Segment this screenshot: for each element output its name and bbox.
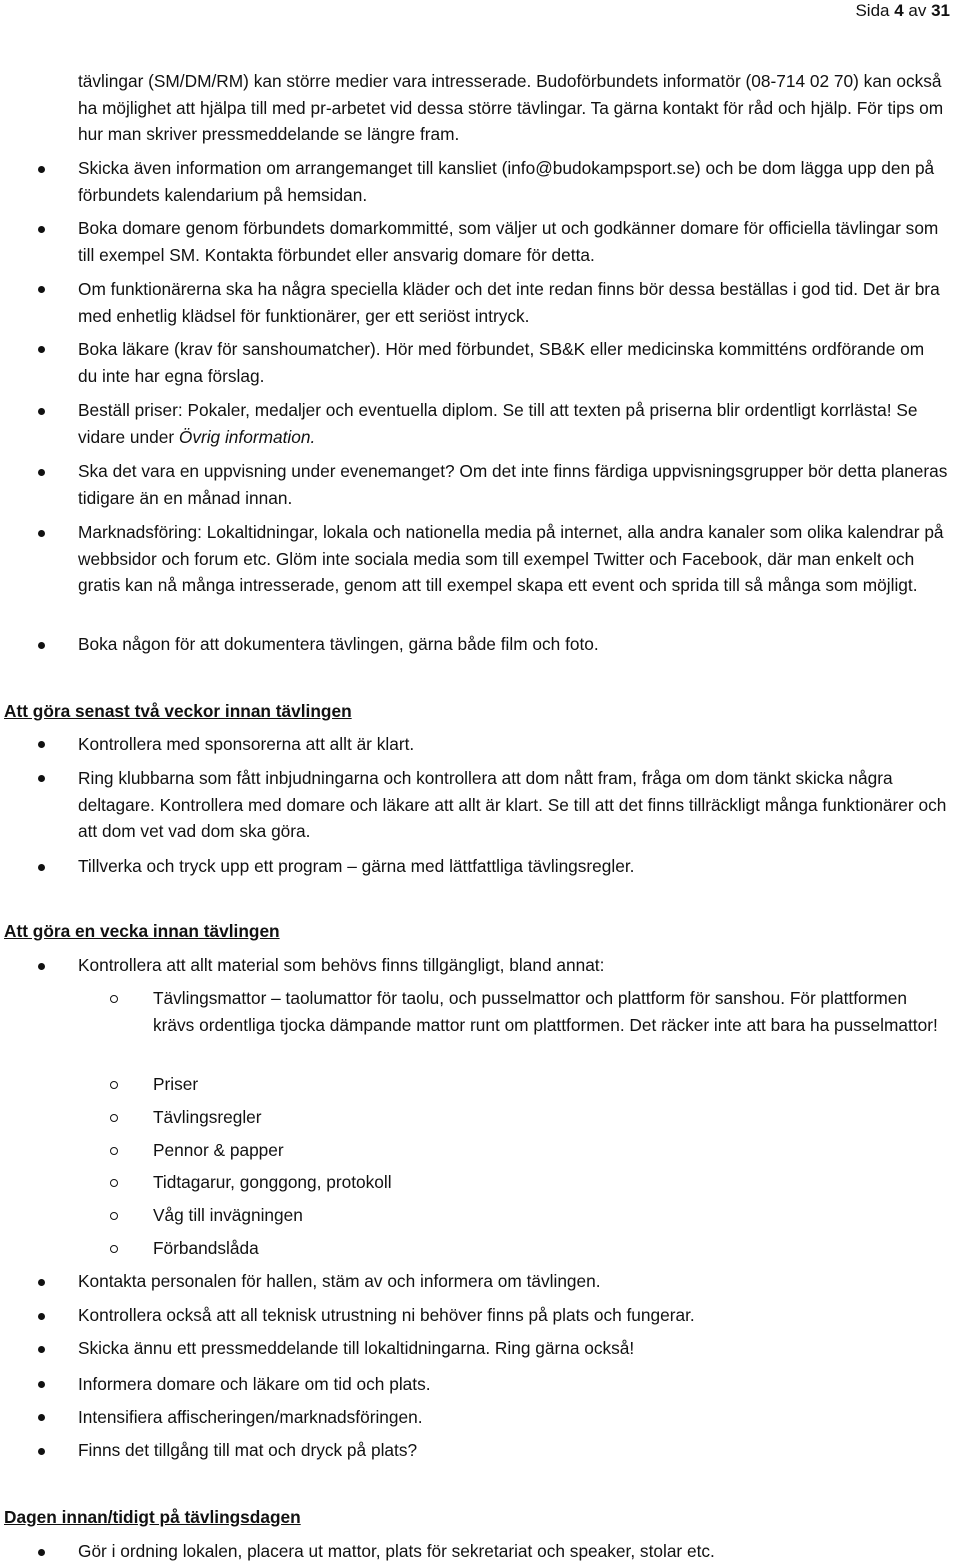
list-item <box>78 397 948 450</box>
section-heading: Att göra en vecka innan tävlingen <box>4 921 280 941</box>
list-item: Kontakta personalen för hallen, stäm av och informera om tävlingen. <box>78 1271 601 1291</box>
bullet-icon <box>38 166 45 173</box>
list-item: Ring klubbarna som fått inbjudningarna och kontrollera att dom nått fram, fråga om dom tänkt skicka några deltagare. Kontrollera med domare och läkare att allt är klart. Se till att det finns tillräckligt många funktionärer och att dom vet vad dom ska göra. <box>78 768 947 841</box>
sub-list-item: Priser <box>153 1074 199 1094</box>
list-item: Om funktionärerna ska ha några speciella kläder och det inte redan finns bör dessa beställas i god tid. Det är bra med enhetlig klädsel för funktionärer, ger ett seriöst intryck. <box>78 279 940 326</box>
bullet-icon <box>38 226 45 233</box>
list-item: Tillverka och tryck upp ett program – gärna med lättfattliga tävlingsregler. <box>78 856 635 876</box>
circle-bullet-icon <box>110 1147 118 1155</box>
list-item: Ska det vara en uppvisning under evenemanget? Om det inte finns färdiga uppvisningsgrupper bör detta planeras tidigare än en månad innan. <box>78 461 948 508</box>
list-item: Kontrollera också att all teknisk utrustning ni behöver finns på plats och fungerar. <box>78 1305 695 1325</box>
circle-bullet-icon <box>110 1212 118 1220</box>
bullet-icon <box>38 1414 45 1421</box>
circle-bullet-icon <box>110 1245 118 1253</box>
list-item: Finns det tillgång till mat och dryck på plats? <box>78 1440 418 1460</box>
list-item: Gör i ordning lokalen, placera ut mattor, plats för sekretariat och speaker, stolar etc. <box>78 1541 715 1561</box>
list-item: Boka någon för att dokumentera tävlingen, gärna både film och foto. <box>78 634 599 654</box>
sub-list-item: Tävlingsmattor – taolumattor för taolu, och pusselmattor och plattform för sanshou. För plattformen krävs ordentliga tjocka dämpande mattor runt om plattformen. Det räcker inte att bara ha pusselmattor! <box>153 988 938 1035</box>
list-item: Informera domare och läkare om tid och plats. <box>78 1374 431 1394</box>
circle-bullet-icon <box>110 995 118 1003</box>
sub-list-item: Våg till invägningen <box>153 1205 303 1225</box>
page-number <box>855 0 950 22</box>
bullet-icon <box>38 775 45 782</box>
section-heading: Dagen innan/tidigt på tävlingsdagen <box>4 1507 301 1527</box>
sub-list-item: Förbandslåda <box>153 1238 259 1258</box>
list-item: Kontrollera med sponsorerna att allt är klart. <box>78 734 415 754</box>
bullet-icon <box>38 530 45 537</box>
total-pages: 31 <box>931 1 950 20</box>
bullet-icon <box>38 346 45 353</box>
list-item-text: Beställ priser: Pokaler, medaljer och eventuella diplom. Se till att texten på priserna blir ordentligt korrlästa! Se vidare under <box>78 400 918 447</box>
circle-bullet-icon <box>110 1179 118 1187</box>
list-item: Skicka ännu ett pressmeddelande till lokaltidningarna. Ring gärna också! <box>78 1338 635 1358</box>
bullet-icon <box>38 1549 45 1556</box>
circle-bullet-icon <box>110 1081 118 1089</box>
circle-bullet-icon <box>110 1114 118 1122</box>
bullet-icon <box>38 864 45 871</box>
page-prefix: Sida <box>855 1 895 20</box>
section-heading: Att göra senast två veckor innan tävlingen <box>4 701 352 721</box>
bullet-icon <box>38 642 45 649</box>
list-item: Kontrollera att allt material som behövs finns tillgängligt, bland annat: <box>78 955 605 975</box>
bullet-icon <box>38 1448 45 1455</box>
bullet-icon <box>38 469 45 476</box>
sub-list-item: Tävlingsregler <box>153 1107 262 1127</box>
bullet-icon <box>38 1279 45 1286</box>
bullet-icon <box>38 286 45 293</box>
list-item: Skicka även information om arrangemanget till kansliet (info@budokampsport.se) och be dom lägga upp den på förbundets kalendarium på hemsidan. <box>78 158 935 205</box>
sub-list-item: Tidtagarur, gonggong, protokoll <box>153 1172 392 1192</box>
bullet-icon <box>38 1346 45 1353</box>
bullet-icon <box>38 1381 45 1388</box>
bullet-icon <box>38 408 45 415</box>
current-page: 4 <box>894 1 904 20</box>
list-item: Boka domare genom förbundets domarkommitté, som väljer ut och godkänner domare för officiella tävlingar som till exempel SM. Kontakta förbundet eller ansvarig domare för detta. <box>78 218 939 265</box>
sub-list-item: Pennor & papper <box>153 1140 284 1160</box>
italic-reference: Övrig information. <box>178 426 316 447</box>
list-item: Intensifiera affischeringen/marknadsföringen. <box>78 1407 423 1427</box>
list-item: Boka läkare (krav för sanshoumatcher). Hör med förbundet, SB&K eller medicinska kommitténs ordförande om du inte har egna förslag. <box>78 339 925 386</box>
bullet-icon <box>38 741 45 748</box>
list-item: Marknadsföring: Lokaltidningar, lokala och nationella media på internet, alla andra kanaler som olika kalendrar på webbsidor och forum etc. Glöm inte sociala media som till exempel Twitter och Facebook, där man enkelt och gratis kan nå många intresserade, genom att till exempel skapa ett event och sprida till så många som möjligt. <box>78 522 944 595</box>
page-middle: av <box>903 1 932 20</box>
bullet-icon <box>38 963 45 970</box>
intro-paragraph: tävlingar (SM/DM/RM) kan större medier vara intresserade. Budoförbundets informatör (08-714 02 70) kan också ha möjlighet att hjälpa till med pr-arbetet vid dessa större tävlingar. Ta gärna kontakt för råd och hjälp. För tips om hur man skriver pressmeddelande se längre fram. <box>78 71 944 144</box>
bullet-icon <box>38 1313 45 1320</box>
